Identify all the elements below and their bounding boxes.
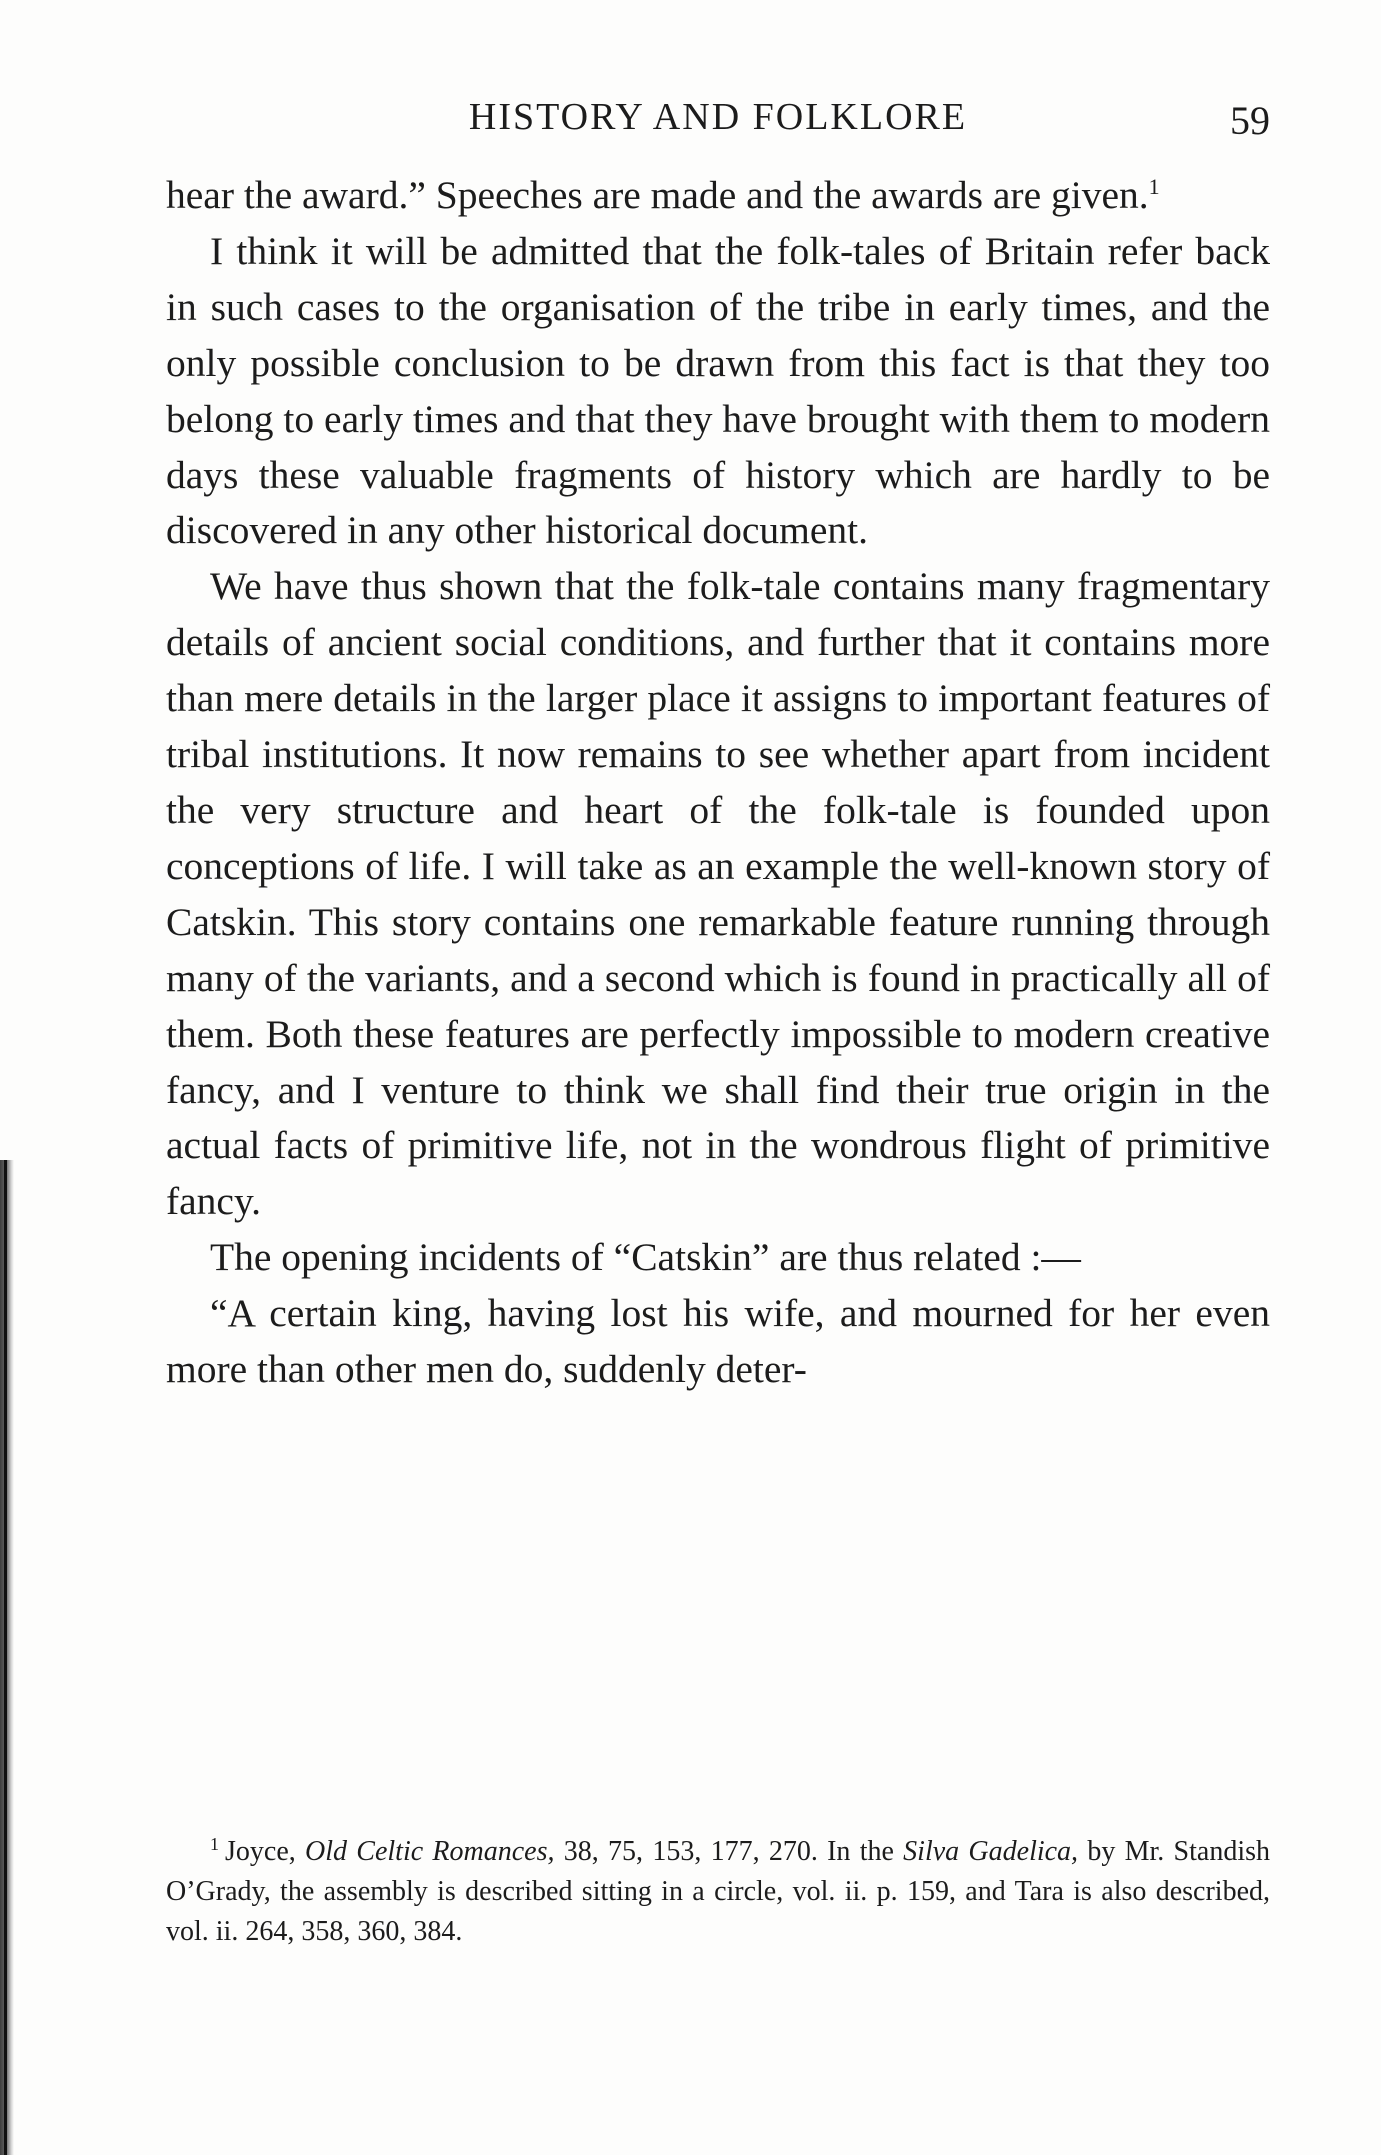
paragraph-4: The opening incidents of “Catskin” are thus related :— xyxy=(210,1235,1081,1280)
footnote-title-2: Silva Gadelica, xyxy=(903,1836,1079,1867)
footnote-text-2: by Mr. Standish O’Grady, the assembly is described sitting in a circle, vol. ii. p. 159, and Tara is also described, vol. ii. 264, 358, 360, 384. xyxy=(166,1836,1270,1947)
binding-edge xyxy=(4,1160,7,2155)
paragraph-continued xyxy=(166,168,1270,224)
paragraph-3: We have thus shown that the folk-tale contains many fragmentary details of ancient social conditions, and further that it contains more than mere details in the larger place it assigns to important features of tribal institutions. It now remains to see whether apart from incident the very structure and heart of the folk-tale is founded upon conceptions of life. I will take as an example the well-known story of Catskin. This story contains one remarkable feature running through many of the variants, and a second which is found in practically all of them. Both these features are perfectly impossible to modern creative fancy, and I venture to think we shall find their true origin in the actual facts of primitive life, not in the wondrous flight of primitive fancy. xyxy=(166,564,1270,1224)
footnote-reference: 1 xyxy=(1148,174,1160,199)
footnote xyxy=(166,1832,1270,1952)
footnote-author: Joyce, xyxy=(225,1836,296,1867)
paragraph-2: I think it will be admitted that the folk-tales of Britain refer back in such cases to the organisation of the tribe in early times, and the only possible conclusion to be drawn from this fact is that they too belong to early times and that they have brought with them to modern days these valuable fragments of history which are hardly to be discovered in any other historical document. xyxy=(166,228,1270,553)
binding-shadow xyxy=(0,1160,14,2155)
footnote-title-1: Old Celtic Romances, xyxy=(305,1836,555,1867)
body-text xyxy=(166,168,1270,1398)
footnote-1 xyxy=(166,1832,1270,1952)
page-number: 59 xyxy=(1230,98,1270,143)
paragraph-1-text: hear the award.” Speeches are made and the awards are given. xyxy=(166,173,1149,217)
footnote-mark: 1 xyxy=(210,1834,219,1854)
running-title: HISTORY AND FOLKLORE xyxy=(468,96,968,138)
footnote-text-1: 38, 75, 153, 177, 270. In the xyxy=(554,1836,904,1867)
paragraph-5-quotation: “A certain king, having lost his wife, and mourned for her even more than other men do, suddenly deter- xyxy=(166,1291,1270,1392)
running-head xyxy=(166,92,1270,142)
